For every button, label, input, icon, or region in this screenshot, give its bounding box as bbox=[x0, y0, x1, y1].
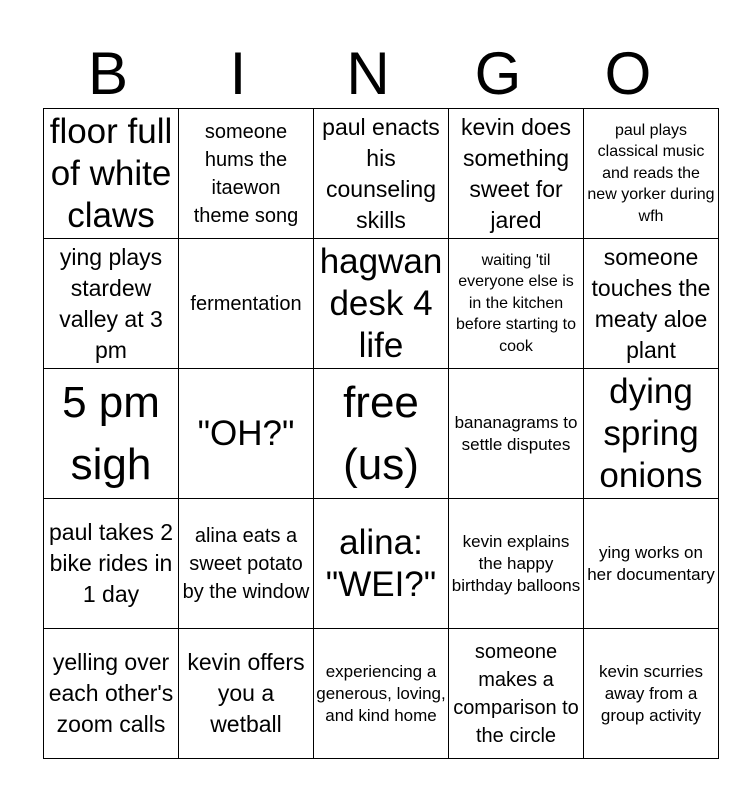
bingo-cell[interactable]: someone makes a comparison to the circle bbox=[449, 629, 584, 759]
bingo-cell[interactable]: paul takes 2 bike rides in 1 day bbox=[44, 499, 179, 629]
bingo-cell[interactable]: alina eats a sweet potato by the window bbox=[179, 499, 314, 629]
bingo-cell[interactable]: "OH?" bbox=[179, 369, 314, 499]
bingo-cell[interactable]: experiencing a generous, loving, and kind home bbox=[314, 629, 449, 759]
bingo-cell[interactable]: kevin scurries away from a group activity bbox=[584, 629, 719, 759]
bingo-cell[interactable]: someone touches the meaty aloe plant bbox=[584, 239, 719, 369]
bingo-cell[interactable]: paul plays classical music and reads the new yorker during wfh bbox=[584, 109, 719, 239]
board-row bbox=[44, 369, 719, 499]
bingo-cell[interactable]: free (us) bbox=[314, 369, 449, 499]
header-letter-i: I bbox=[229, 40, 247, 107]
bingo-board bbox=[43, 108, 719, 759]
board-row bbox=[44, 239, 719, 369]
bingo-cell[interactable]: yelling over each other's zoom calls bbox=[44, 629, 179, 759]
board-row bbox=[44, 109, 719, 239]
bingo-header bbox=[43, 40, 693, 108]
bingo-cell[interactable]: alina: "WEI?" bbox=[314, 499, 449, 629]
bingo-cell[interactable]: kevin does something sweet for jared bbox=[449, 109, 584, 239]
bingo-cell[interactable]: ying works on her documentary bbox=[584, 499, 719, 629]
header-letter-b: B bbox=[87, 40, 129, 107]
header-letter-g: G bbox=[474, 40, 522, 107]
board-row bbox=[44, 499, 719, 629]
bingo-cell[interactable]: waiting 'til everyone else is in the kitchen before starting to cook bbox=[449, 239, 584, 369]
bingo-cell[interactable]: 5 pm sigh bbox=[44, 369, 179, 499]
header-letter-n: N bbox=[346, 40, 390, 107]
header-letter-o: O bbox=[604, 40, 652, 107]
bingo-cell[interactable]: someone hums the itaewon theme song bbox=[179, 109, 314, 239]
bingo-cell[interactable]: hagwan desk 4 life bbox=[314, 239, 449, 369]
bingo-cell[interactable]: bananagrams to settle disputes bbox=[449, 369, 584, 499]
bingo-cell[interactable]: paul enacts his counseling skills bbox=[314, 109, 449, 239]
bingo-cell[interactable]: ying plays stardew valley at 3 pm bbox=[44, 239, 179, 369]
bingo-cell[interactable]: fermentation bbox=[179, 239, 314, 369]
bingo-cell[interactable]: kevin explains the happy birthday balloons bbox=[449, 499, 584, 629]
bingo-cell[interactable]: floor full of white claws bbox=[44, 109, 179, 239]
bingo-cell[interactable]: kevin offers you a wetball bbox=[179, 629, 314, 759]
bingo-cell[interactable]: dying spring onions bbox=[584, 369, 719, 499]
board-row bbox=[44, 629, 719, 759]
